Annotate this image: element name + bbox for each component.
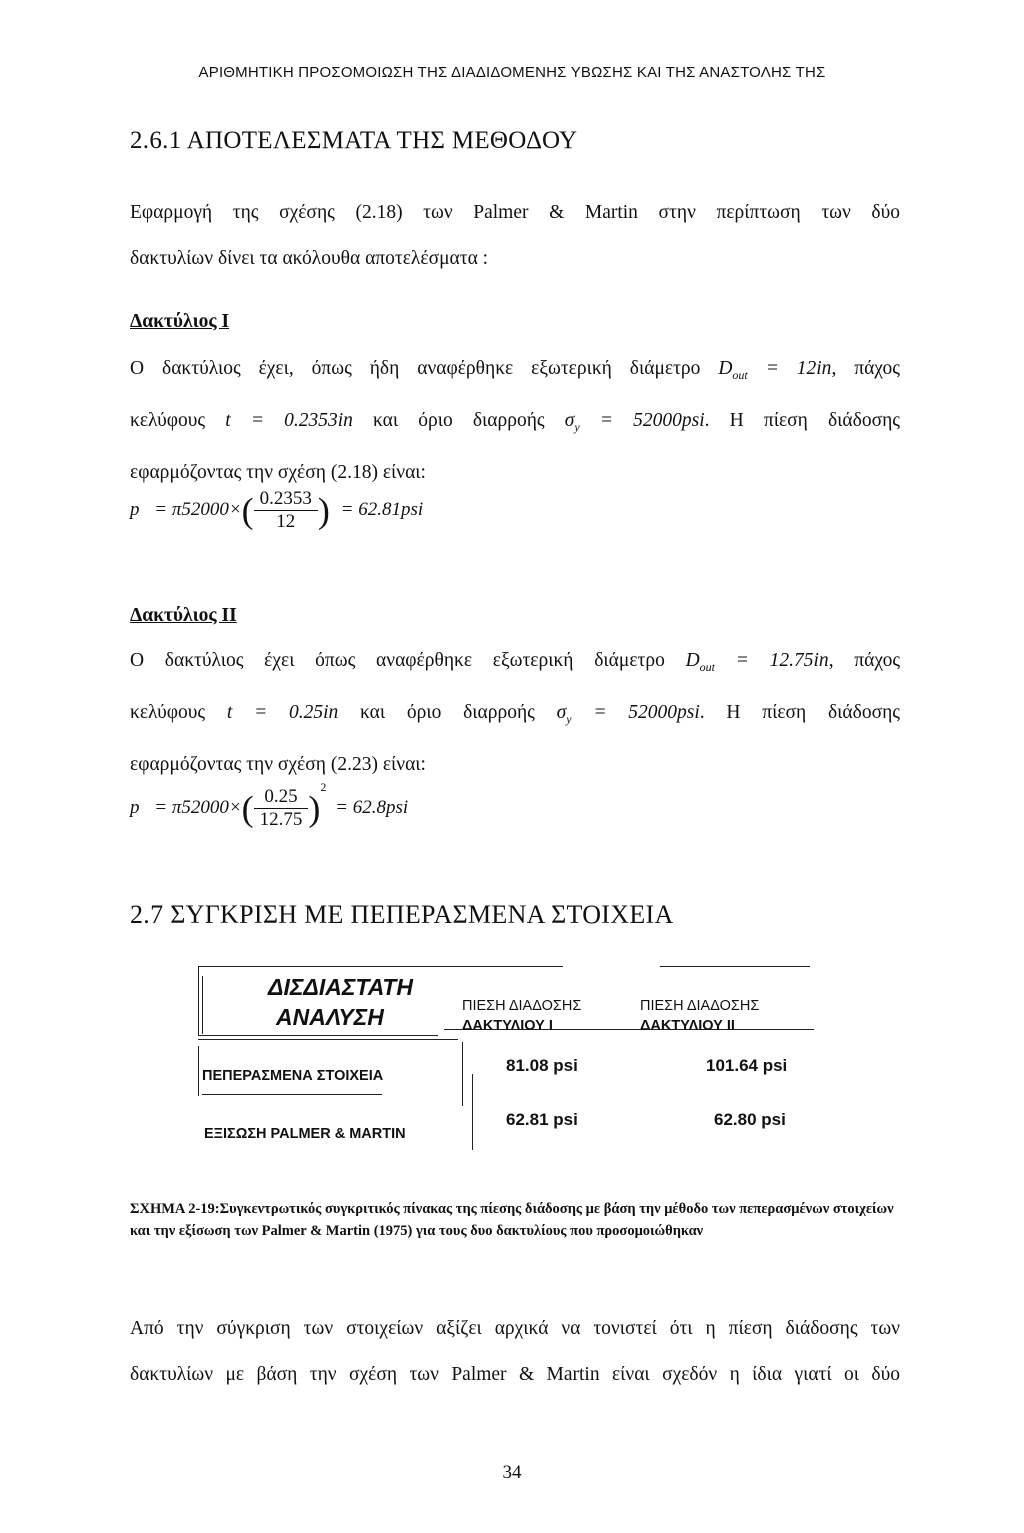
- ring2-sigma: σ: [556, 701, 567, 723]
- ring1-diameter-symbol: D: [718, 358, 733, 379]
- ring1-line2-b: και όριο διαρροής: [373, 409, 545, 431]
- intro-line-2: δακτυλίων δίνει τα ακόλουθα αποτελέσματα :: [130, 248, 489, 269]
- ring1-eq-mid: = π52000×: [154, 498, 242, 520]
- ring2-line1-end: , πάχος: [828, 650, 901, 671]
- section-heading-2-6-1: 2.6.1 ΑΠΟΤΕΛΕΣΜΑΤΑ ΤΗΣ ΜΕΘΟΔΟΥ: [130, 127, 578, 154]
- ring2-line2-a: κελύφους: [130, 701, 206, 723]
- table-row1-value1: 81.08 psi: [506, 1056, 578, 1075]
- table-row1-label: ΠΕΠΕΡΑΣΜΕΝΑ ΣΤΟΙΧΕΙΑ: [202, 1068, 384, 1084]
- table-col1-header: [462, 996, 581, 1036]
- ring2-title: Δακτύλιος ΙΙ: [130, 605, 237, 626]
- section-heading-2-7: 2.7 ΣΥΓΚΡΙΣΗ ΜΕ ΠΕΠΕΡΑΣΜΕΝΑ ΣΤΟΙΧΕΙΑ: [130, 900, 674, 929]
- ring2-eq-result: = 62.8psi: [335, 797, 409, 818]
- ring1-eq-result: = 62.81psi: [340, 498, 424, 520]
- intro-line-1: Εφαρμογή της σχέσης (2.18) των Palmer & Martin στην περίπτωση των δύο: [130, 202, 900, 223]
- ring2-thickness: t = 0.25in: [226, 701, 339, 723]
- closing-line-2: δακτυλίων με βάση την σχέση των Palmer & Martin είναι σχεδόν η ίδια γιατί οι δύο: [130, 1364, 900, 1385]
- table-corner-title: [268, 972, 413, 1032]
- intro-paragraph: [130, 190, 900, 282]
- ring2-eq-numerator: 0.25: [254, 786, 309, 809]
- table-row2-label: ΕΞΙΣΩΣΗ PALMER & MARTIN: [204, 1126, 406, 1142]
- ring2-eq-denominator: 12.75: [259, 809, 303, 831]
- table-row2-value2: 62.80 psi: [714, 1110, 786, 1129]
- ring1-line-3: εφαρμόζοντας την σχέση (2.18) είναι:: [130, 461, 426, 483]
- ring2-sigma-sub: y: [566, 711, 572, 726]
- ring2-yield-value: = 52000psi: [593, 701, 700, 723]
- ring1-diameter-sub: out: [732, 367, 748, 382]
- running-header: ΑΡΙΘΜΗΤΙΚΗ ΠΡΟΣΟΜΟΙΩΣΗ ΤΗΣ ΔΙΑΔΙΔΟΜΕΝΗΣ ΥΒΩΣΗΣ ΚΑΙ ΤΗΣ ΑΝΑΣΤΟΛΗΣ ΤΗΣ: [198, 64, 826, 81]
- ring1-equation: p = π52000×( $\frac{0.2353}{12}$ ) = 62.81psi: [130, 488, 424, 532]
- ring2-diameter-value: = 12.75in: [735, 650, 829, 671]
- ring2-diameter-sub: out: [699, 659, 716, 674]
- table-col2-header-line1: ΠΙΕΣΗ ΔΙΑΔΟΣΗΣ: [640, 998, 760, 1014]
- ring2-eq-exponent: 2: [320, 780, 327, 794]
- table-row1-value2: 101.64 psi: [706, 1056, 788, 1075]
- ring2-line-1: [130, 638, 900, 690]
- ring1-eq-denominator: 12: [276, 511, 296, 532]
- ring1-line2-a: κελύφους: [130, 409, 206, 431]
- ring1-eq-lhs: p: [130, 498, 140, 520]
- ring2-line-3: εφαρμόζοντας την σχέση (2.23) είναι:: [130, 753, 426, 775]
- ring1-diameter-value: = 12in: [765, 358, 832, 379]
- ring2-diameter-symbol: D: [685, 650, 700, 671]
- table-corner-line1: ΔΙΣΔΙΑΣΤΑΤΗ: [268, 974, 413, 1000]
- table-col1-header-line1: ΠΙΕΣΗ ΔΙΑΔΟΣΗΣ: [462, 998, 582, 1014]
- page-number: 34: [502, 1462, 522, 1483]
- ring1-line-2: [130, 398, 900, 450]
- ring2-paragraph: [130, 638, 900, 788]
- table-col2-header: [640, 996, 759, 1036]
- ring1-sigma-sub: y: [574, 419, 580, 434]
- ring1-paragraph: [130, 346, 900, 496]
- ring1-line-1: [130, 346, 900, 398]
- ring1-line2-c: . Η πίεση διάδοσης: [704, 409, 900, 431]
- ring1-yield-value: = 52000psi: [599, 409, 705, 431]
- ring1-eq-numerator: 0.2353: [254, 488, 318, 511]
- ring1-thickness: t = 0.2353in: [225, 409, 353, 431]
- closing-paragraph: [130, 1306, 900, 1398]
- closing-line-1: Από την σύγκριση των στοιχείων αξίζει αρχικά να τονιστεί ότι η πίεση διάδοσης των: [130, 1318, 900, 1339]
- ring1-line1-end: , πάχος: [831, 358, 900, 379]
- table-row2-value1: 62.81 psi: [506, 1110, 578, 1129]
- figure-caption: ΣΧΗΜΑ 2-19:Συγκεντρωτικός συγκριτικός πίνακας της πίεσης διάδοσης με βάση την μέθοδο των πεπερασμένων στοιχείων και την εξίσωση των Palmer & Martin (1975) για τους δυο δακτυλίους που προσομοιώθηκαν: [130, 1201, 894, 1239]
- comparison-table: [198, 966, 818, 1156]
- ring2-line-2: [130, 690, 900, 742]
- ring2-eq-mid: = π52000×: [154, 797, 242, 818]
- ring2-line2-b: και όριο διαρροής: [360, 701, 535, 723]
- table-corner-line2: ΑΝΑΛΥΣΗ: [276, 1004, 384, 1030]
- ring2-eq-lhs: p: [130, 797, 140, 818]
- ring2-line2-c: . Η πίεση διάδοσης: [699, 701, 900, 723]
- ring2-equation: p = π52000×( $\frac{0.25}{12.75}$ )$^2$ = 62.8psi: [130, 780, 409, 831]
- ring1-line1-text: Ο δακτύλιος έχει, όπως ήδη αναφέρθηκε εξωτερική διάμετρο: [130, 358, 701, 379]
- ring1-sigma: σ: [564, 409, 575, 431]
- table-col2-header-line2: ΔΑΚΤΥΛΙΟΥ ΙΙ: [640, 1018, 735, 1034]
- ring2-line1-text: Ο δακτύλιος έχει όπως αναφέρθηκε εξωτερική διάμετρο: [130, 650, 665, 671]
- table-col1-header-line2: ΔΑΚΤΥΛΙΟΥ Ι: [462, 1018, 553, 1034]
- ring1-title: Δακτύλιος Ι: [130, 311, 230, 332]
